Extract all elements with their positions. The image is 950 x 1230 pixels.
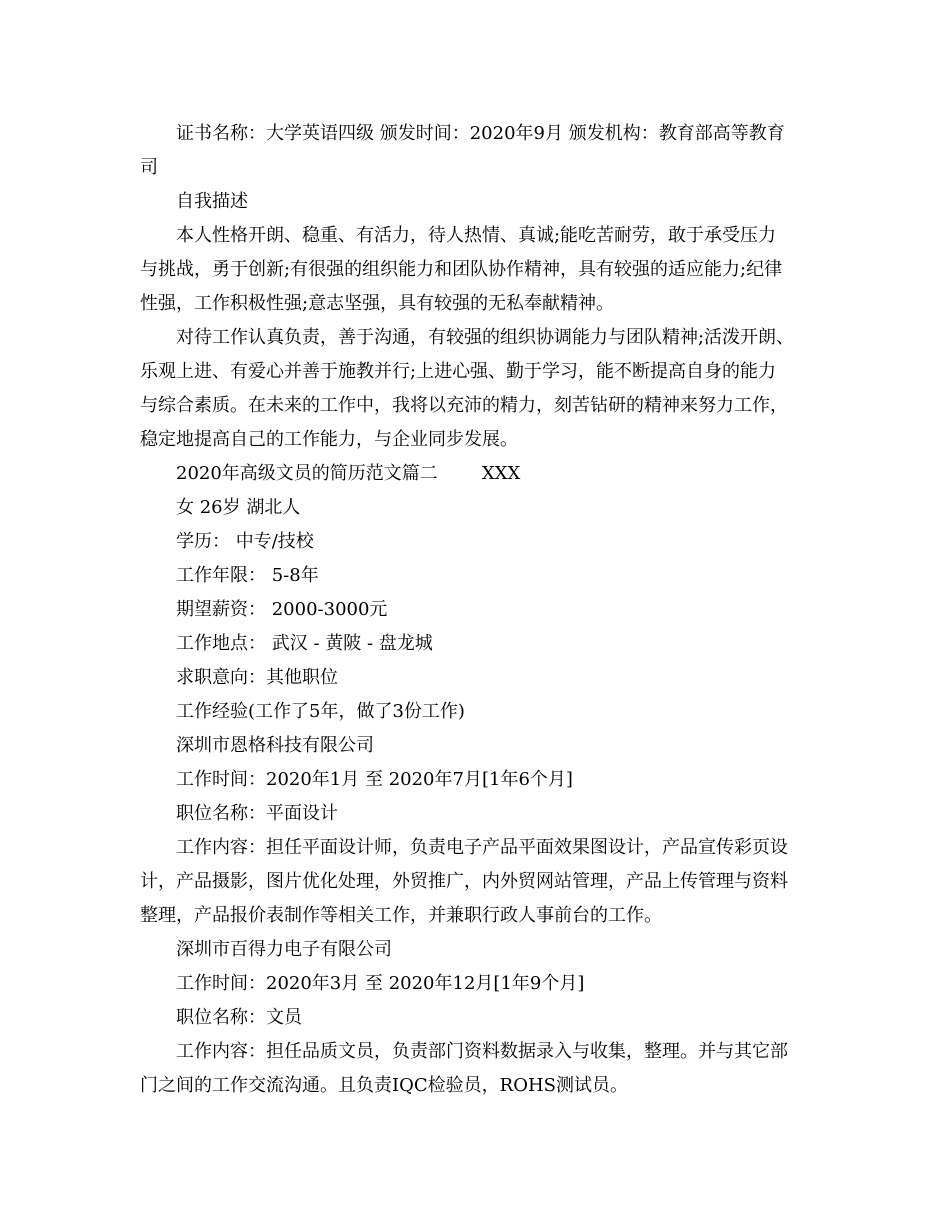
- job2-company: 深圳市百得力电子有限公司: [176, 939, 392, 960]
- basic-info: 女 26岁 湖北人: [176, 497, 301, 518]
- self-description-heading: 自我描述: [176, 191, 248, 212]
- paragraph-line: 与综合素质。在未来的工作中，我将以充沛的精力，刻苦钻研的精神来努力工作，: [140, 395, 788, 416]
- paragraph-line: 稳定地提高自己的工作能力，与企业同步发展。: [140, 429, 518, 450]
- resume-name: XXX: [481, 463, 521, 484]
- job1-content-line: 工作内容：担任平面设计师，负责电子产品平面效果图设计，产品宣传彩页设: [176, 837, 788, 858]
- job1-company: 深圳市恩格科技有限公司: [176, 735, 374, 756]
- paragraph-line: 本人性格开朗、稳重、有活力，待人热情、真诚;能吃苦耐劳，敢于承受压力: [176, 225, 777, 246]
- paragraph-line: 对待工作认真负责，善于沟通，有较强的组织协调能力与团队精神;活泼开朗、: [176, 327, 795, 348]
- paragraph-line: 性强，工作积极性强;意志坚强，具有较强的无私奉献精神。: [140, 293, 615, 314]
- experience-summary: 工作经验(工作了5年，做了3份工作): [176, 701, 465, 722]
- work-years: 工作年限： 5-8年: [176, 565, 319, 586]
- certificate-line-continued: 司: [140, 157, 158, 178]
- resume-title-row: [140, 457, 830, 491]
- certificate-line: 证书名称：大学英语四级 颁发时间：2020年9月 颁发机构：教育部高等教育: [176, 123, 785, 144]
- paragraph-line: 与挑战，勇于创新;有很强的组织能力和团队协作精神，具有较强的适应能力;纪律: [140, 259, 783, 280]
- job1-content-line: 计，产品摄影，图片优化处理，外贸推广，内外贸网站管理，产品上传管理与资料: [140, 871, 788, 892]
- expected-salary: 期望薪资： 2000-3000元: [176, 599, 388, 620]
- job2-content-line: 门之间的工作交流沟通。且负责IQC检验员，ROHS测试员。: [140, 1075, 628, 1096]
- job1-position: 职位名称：平面设计: [176, 803, 338, 824]
- job2-content-line: 工作内容：担任品质文员，负责部门资料数据录入与收集，整理。并与其它部: [176, 1041, 788, 1062]
- job2-position: 职位名称：文员: [176, 1007, 302, 1028]
- education: 学历： 中专/技校: [176, 531, 314, 552]
- job-intention: 求职意向：其他职位: [176, 667, 338, 688]
- resume-title: 2020年高级文员的简历范文篇二: [176, 463, 438, 484]
- job1-content-line: 整理，产品报价表制作等相关工作，并兼职行政人事前台的工作。: [140, 905, 662, 926]
- document-body: [140, 117, 830, 1103]
- work-location: 工作地点： 武汉 - 黄陂 - 盘龙城: [176, 633, 433, 654]
- job1-period: 工作时间：2020年1月 至 2020年7月[1年6个月]: [176, 769, 573, 790]
- paragraph-line: 乐观上进、有爱心并善于施教并行;上进心强、勤于学习，能不断提高自身的能力: [140, 361, 777, 382]
- job2-period: 工作时间：2020年3月 至 2020年12月[1年9个月]: [176, 973, 585, 994]
